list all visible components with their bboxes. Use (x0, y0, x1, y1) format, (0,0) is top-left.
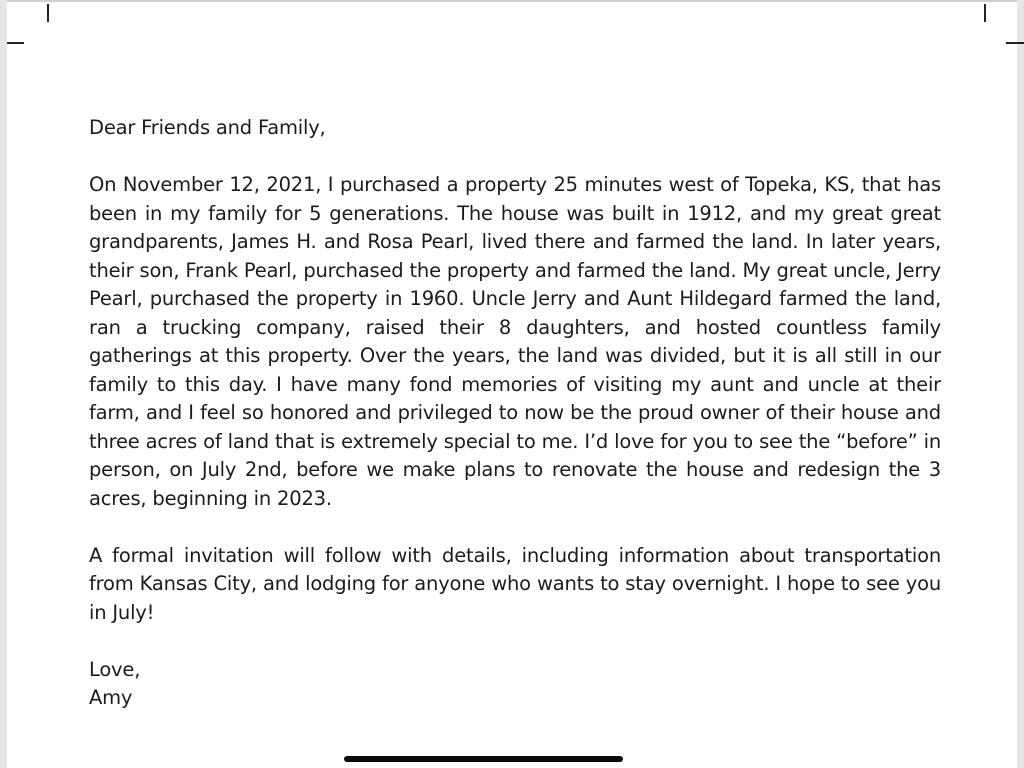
letter-paragraph-1: On November 12, 2021, I purchased a property 25 minutes west of Topeka, KS, that has been in my family for 5 generations. The house was built in 1912, and my great great grandparents, James H. and Rosa Pearl, lived there and farmed the land. In later years, their son, Frank Pearl, purchased the property and farmed the land. My great uncle, Jerry Pearl, purchased the property in 1960. Uncle Jerry and Aunt Hildegard farmed the land, ran a trucking company, raised their 8 daughters, and hosted countless family gatherings at this property. Over the years, the land was divided, but it is all still in our family to this day. I have many fond memories of visiting my aunt and uncle at their farm, and I feel so honored and privileged to now be the proud owner of their house and three acres of land that is extremely special to me. I’d love for you to see the “before” in person, on July 2nd, before we make plans to renovate the house and redesign the 3 acres, beginning in 2023. (89, 173, 941, 510)
letter-salutation: Dear Friends and Family, (89, 116, 326, 139)
page-left-margin (0, 0, 7, 768)
letter-closing: Love, (89, 657, 141, 681)
page-right-margin (1017, 0, 1024, 768)
letter-paragraph-2: A formal invitation will follow with details, including information about transportation from Kansas City, and lodging for anyone who wants to stay overnight. I hope to see you in July! (89, 543, 941, 624)
page-top-edge (0, 0, 1024, 2)
crop-mark-top-left-vertical (47, 4, 49, 22)
letter-signature: Amy (89, 686, 133, 709)
letter-body (89, 114, 941, 713)
home-indicator-bar[interactable] (344, 756, 623, 762)
letter-closing-block (89, 656, 941, 713)
crop-mark-top-right-vertical (984, 4, 986, 22)
crop-mark-top-right-horizontal (1006, 42, 1024, 44)
crop-mark-top-left-horizontal (7, 42, 24, 44)
